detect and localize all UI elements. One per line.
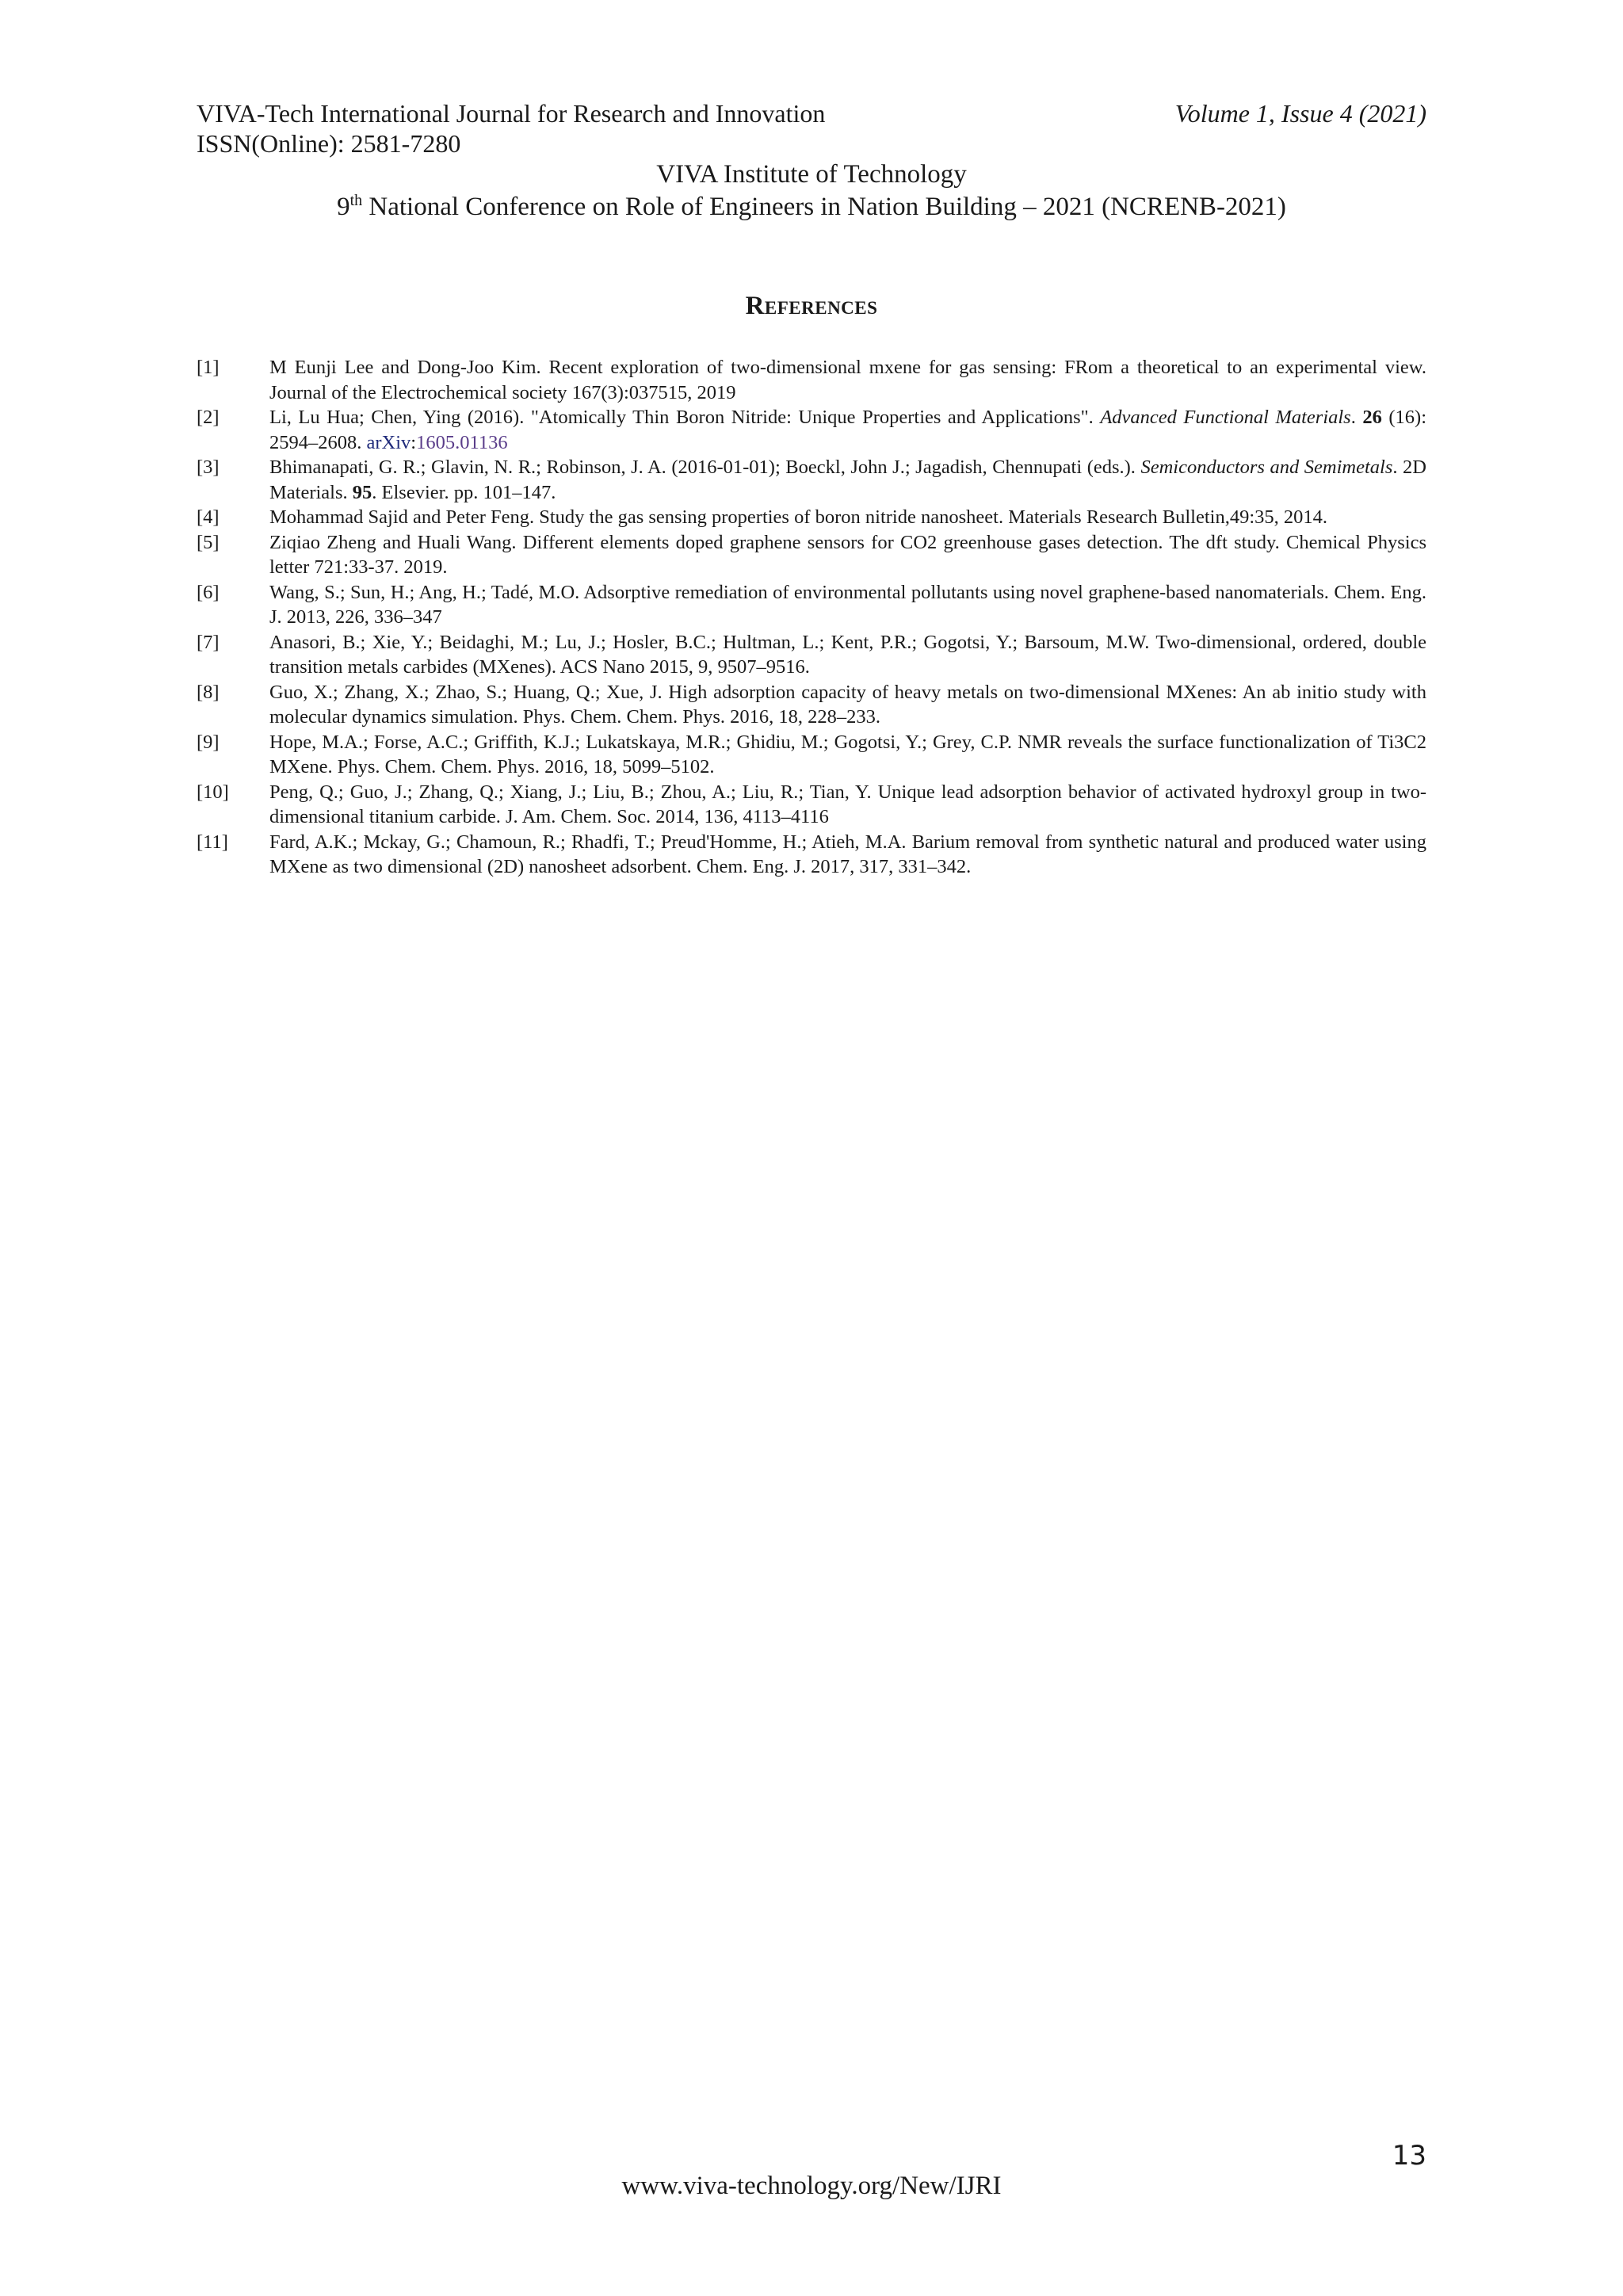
reference-text (269, 580, 1426, 630)
reference-segment: M Eunji Lee and Dong-Joo Kim. Recent exploration of two-dimensional mxene for gas sensing: FRom a theoretical to an experimental view. Journal of the Electrochemical society 167(3):037515, 2019 (269, 357, 1426, 403)
reference-item (197, 530, 1426, 580)
conference-header (0, 159, 1623, 223)
reference-segment: Mohammad Sajid and Peter Feng. Study the gas sensing properties of boron nitride nanosheet. Materials Research Bulletin,49:35, 2014. (269, 506, 1327, 528)
reference-number: [9] (197, 731, 220, 753)
reference-segment: Fard, A.K.; Mckay, G.; Chamoun, R.; Rhadfi, T.; Preud'Homme, H.; Atieh, M.A. Barium removal from synthetic natural and produced water using MXene as two dimensional (2D) nanosheet adsorbent. Chem. Eng. J. 2017, 317, 331–342. (269, 831, 1426, 877)
reference-segment: Li, Lu Hua; Chen, Ying (2016). "Atomically Thin Boron Nitride: Unique Properties and Applications". (269, 407, 1101, 428)
section-title: References (745, 292, 878, 320)
footer-url: www.viva-technology.org/New/IJRI (621, 2172, 1002, 2200)
reference-link[interactable]: arXiv (366, 431, 411, 453)
reference-item (197, 680, 1426, 730)
reference-number: [8] (197, 681, 220, 703)
reference-number: [3] (197, 457, 220, 478)
reference-segment: Hope, M.A.; Forse, A.C.; Griffith, K.J.; Lukatskaya, M.R.; Ghidiu, M.; Gogotsi, Y.; Grey, C.P. NMR reveals the surface functionalization of Ti3C2 MXene. Phys. Chem. Chem. Phys. 2016, 18, 5099–5102. (269, 731, 1426, 777)
reference-text (269, 630, 1426, 680)
reference-item (197, 630, 1426, 680)
institute-name: VIVA Institute of Technology (656, 160, 967, 189)
reference-item (197, 505, 1426, 530)
reference-item (197, 830, 1426, 880)
reference-text (269, 355, 1426, 405)
reference-segment: 95 (352, 481, 372, 503)
reference-text (269, 780, 1426, 830)
journal-header (197, 98, 825, 159)
issn: ISSN(Online): 2581-7280 (197, 129, 461, 158)
reference-segment: Ziqiao Zheng and Huali Wang. Different elements doped graphene sensors for CO2 greenhouse gases detection. The dft study. Chemical Physics letter 721:33-37. 2019. (269, 531, 1426, 578)
reference-number: [7] (197, 631, 220, 653)
reference-segment: Guo, X.; Zhang, X.; Zhao, S.; Huang, Q.; Xue, J. High adsorption capacity of heavy metals on two-dimensional MXenes: An ab initio study with molecular dynamics simulation. Phys. Chem. Chem. Phys. 2016, 18, 228–233. (269, 681, 1426, 728)
reference-item (197, 355, 1426, 405)
reference-text (269, 455, 1426, 505)
reference-segment: . 2D Materials. (269, 457, 1426, 503)
reference-segment: (16): 2594–2608. (269, 407, 1426, 453)
reference-link[interactable]: 1605.01136 (416, 431, 508, 453)
reference-segment: Semiconductors and Semimetals (1140, 457, 1393, 478)
reference-text (269, 530, 1426, 580)
reference-number: [5] (197, 531, 220, 553)
reference-text (269, 830, 1426, 880)
reference-segment: . Elsevier. pp. 101–147. (372, 481, 556, 503)
reference-number: [1] (197, 357, 220, 378)
volume-issue: Volume 1, Issue 4 (2021) (1174, 99, 1426, 128)
reference-item (197, 455, 1426, 505)
reference-segment: Peng, Q.; Guo, J.; Zhang, Q.; Xiang, J.; Liu, B.; Zhou, A.; Liu, R.; Tian, Y. Unique lead adsorption behavior of activated hydroxyl group in two-dimensional titanium carbide. J. Am. Chem. Soc. 2014, 136, 4113–4116 (269, 781, 1426, 827)
reference-number: [2] (197, 407, 220, 428)
reference-segment: Anasori, B.; Xie, Y.; Beidaghi, M.; Lu, J.; Hosler, B.C.; Hultman, L.; Kent, P.R.; Gogotsi, Y.; Barsoum, M.W. Two-dimensional, ordered, double transition metals carbides (MXenes). ACS Nano 2015, 9, 9507–9516. (269, 631, 1426, 678)
reference-item (197, 580, 1426, 630)
reference-segment: Bhimanapati, G. R.; Glavin, N. R.; Robinson, J. A. (2016-01-01); Boeckl, John J.; Jagadish, Chennupati (eds.). (269, 457, 1141, 478)
reference-text (269, 405, 1426, 455)
reference-item (197, 730, 1426, 780)
reference-text (269, 505, 1426, 530)
reference-number: [10] (197, 781, 229, 803)
reference-item (197, 780, 1426, 830)
reference-item (197, 405, 1426, 455)
reference-segment: . (1350, 407, 1363, 428)
conference-ordinal-suffix: th (349, 192, 363, 209)
reference-segment: Wang, S.; Sun, H.; Ang, H.; Tadé, M.O. Adsorptive remediation of environmental pollutants using novel graphene-based nanomaterials. Chem. Eng. J. 2013, 226, 336–347 (269, 581, 1426, 628)
reference-segment: Advanced Functional Materials (1100, 407, 1351, 428)
reference-segment: : (411, 431, 417, 453)
journal-name: VIVA-Tech International Journal for Research and Innovation (197, 99, 826, 128)
reference-number: [4] (197, 506, 220, 528)
reference-number: [11] (197, 831, 228, 853)
conference-ordinal: 9 (337, 193, 350, 221)
conference-title: National Conference on Role of Engineers in Nation Building – 2021 (NCRENB-2021) (362, 193, 1286, 221)
reference-segment: 26 (1362, 407, 1382, 428)
reference-text (269, 730, 1426, 780)
conference-name (0, 191, 1623, 223)
reference-list (197, 355, 1426, 880)
reference-number: [6] (197, 581, 220, 603)
page-number: 13 (1392, 2140, 1426, 2172)
reference-text (269, 680, 1426, 730)
